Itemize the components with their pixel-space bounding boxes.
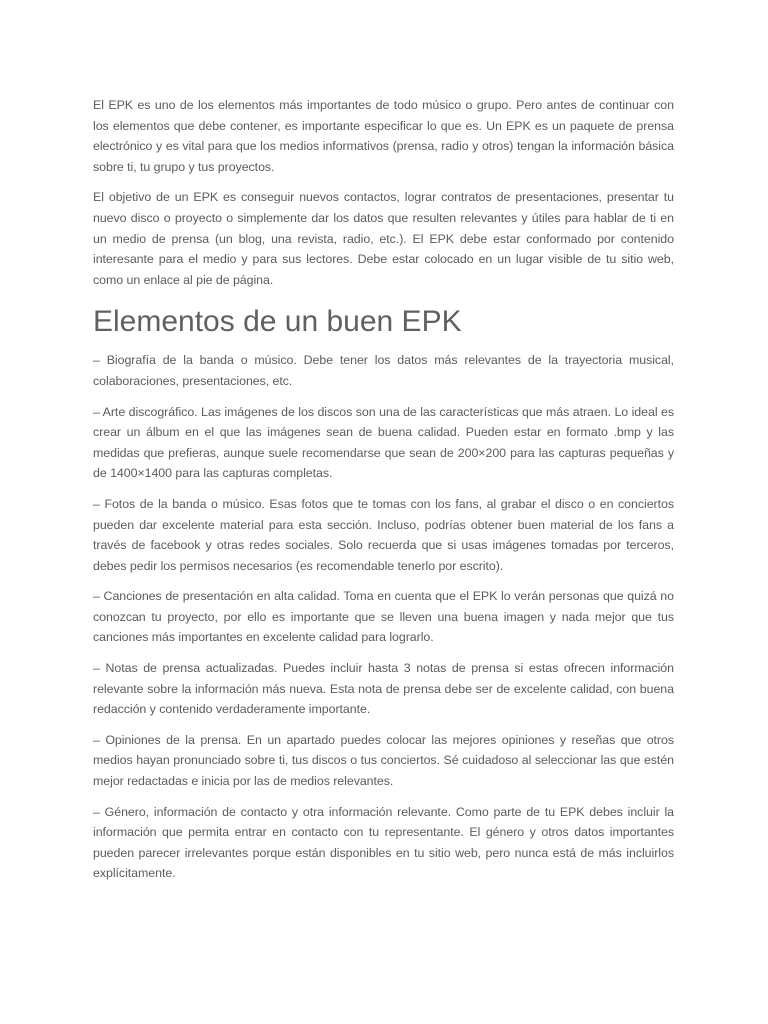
list-item-notas-prensa: – Notas de prensa actualizadas. Puedes incluir hasta 3 notas de prensa si estas ofrecen información relevante sobre la información más nueva. Esta nota de prensa debe ser de excelente calidad, con buena redacción y contenido verdaderamente importante. [93,661,674,717]
list-item-canciones: – Canciones de presentación en alta calidad. Toma en cuenta que el EPK lo verán personas que quizá no conozcan tu proyecto, por ello es importante que se lleven una buena imagen y nada mejor que tus canciones más importantes en excelente calidad para lograrlo. [93,589,674,645]
intro-paragraph-2: El objetivo de un EPK es conseguir nuevos contactos, lograr contratos de presentaciones, presentar tu nuevo disco o proyecto o simplemente dar los datos que resulten relevantes y útiles para hablar de ti en un medio de prensa (un blog, una revista, radio, etc.). El EPK debe estar conformado por contenido interesante para el medio y para sus lectores. Debe estar colocado en un lugar visible de tu sitio web, como un enlace al pie de página. [93,190,674,287]
list-item-genero-contacto: – Género, información de contacto y otra información relevante. Como parte de tu EPK debes incluir la información que permita entrar en contacto con tu representante. El género y otros datos importantes pueden parecer irrelevantes porque están disponibles en tu sitio web, pero nunca está de más incluirlos explícitamente. [93,804,674,881]
list-item-arte-discografico: – Arte discográfico. Las imágenes de los discos son una de las características que más atraen. Lo ideal es crear un álbum en el que las imágenes sean de buena calidad. Pueden estar en formato .bmp y las medidas que prefieras, aunque suele recomendarse que sean de 200×200 para las capturas pequeñas y de 1400×1400 para las capturas completas. [93,404,674,481]
list-item-fotos: – Fotos de la banda o músico. Esas fotos que te tomas con los fans, al grabar el disco o en conciertos pueden dar excelente material para esta sección. Incluso, podrías obtener buen material de los fans a través de facebook y otras redes sociales. Solo recuerda que si usas imágenes tomadas por terceros, debes pedir los permisos necesarios (es recomendable tenerlo por escrito). [93,496,674,573]
list-item-biografia: – Biografía de la banda o músico. Debe tener los datos más relevantes de la trayectoria musical, colaboraciones, presentaciones, etc. [93,353,674,388]
list-item-opiniones: – Opiniones de la prensa. En un apartado puedes colocar las mejores opiniones y reseñas que otros medios hayan pronunciado sobre ti, tus discos o tus conciertos. Sé cuidadoso al seleccionar las que estén mejor redactadas e inicia por las de medios relevantes. [93,732,674,789]
document-page [93,95,674,894]
intro-paragraph-1: El EPK es uno de los elementos más importantes de todo músico o grupo. Pero antes de continuar con los elementos que debe contener, es importante especificar lo que es. Un EPK es un paquete de prensa electrónico y es vital para que los medios informativos (prensa, radio y otros) tengan la información básica sobre ti, tu grupo y tus proyectos. [93,98,674,174]
section-heading: Elementos de un buen EPK [93,305,462,339]
